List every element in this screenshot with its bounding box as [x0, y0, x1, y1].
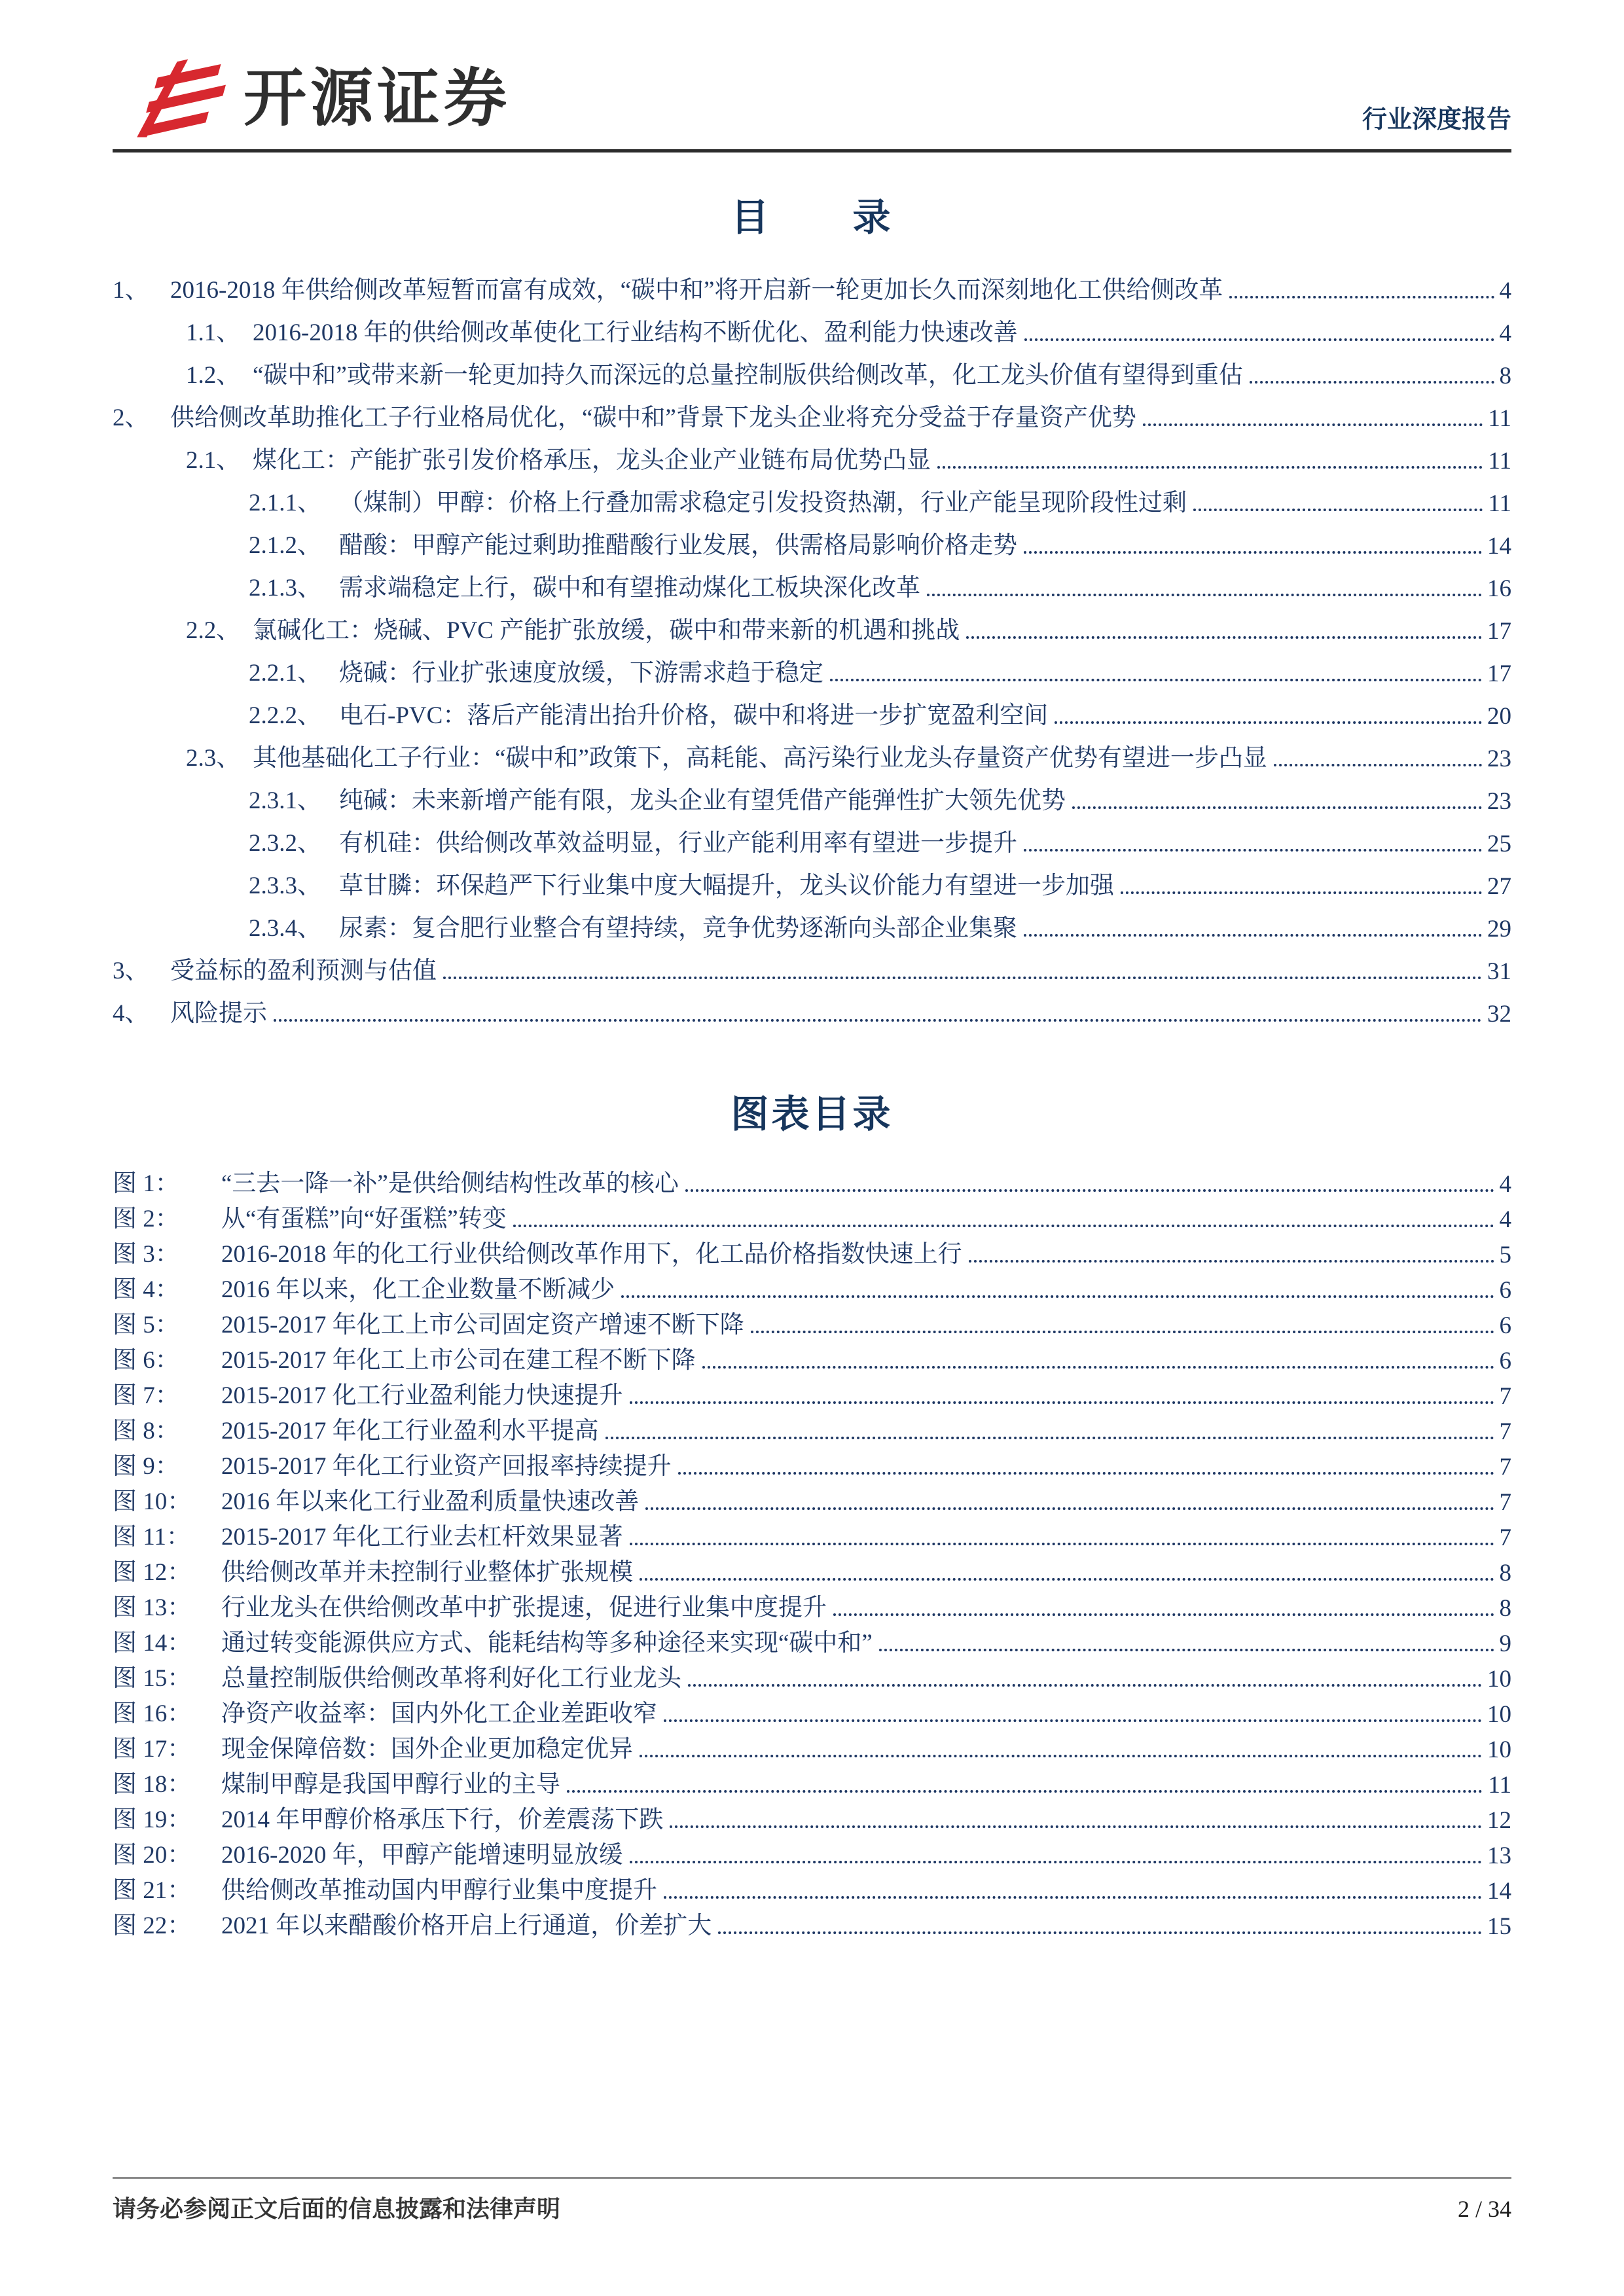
dot-leader — [513, 1225, 1494, 1227]
figure-entry-number: 图 8： — [113, 1418, 179, 1444]
toc-title: 目 录 — [731, 196, 893, 239]
toc-entry[interactable] — [113, 734, 1511, 777]
toc-entry-number: 2.1、 — [186, 447, 241, 474]
dot-leader — [567, 1790, 1483, 1793]
figure-entry-text: 供给侧改革推动国内甲醇行业集中度提升 — [221, 1877, 657, 1904]
toc-entry-page: 17 — [1487, 660, 1511, 687]
toc-entry[interactable] — [113, 351, 1511, 394]
toc-entry-number: 2、 — [113, 404, 149, 431]
dot-leader — [833, 1613, 1494, 1616]
toc-entry[interactable] — [113, 522, 1511, 564]
figure-entry-page: 12 — [1487, 1807, 1511, 1834]
toc-entry-number: 2.2.1、 — [249, 660, 321, 687]
dot-leader — [1274, 764, 1482, 766]
figure-entry-number: 图 14： — [113, 1630, 192, 1657]
dot-leader — [630, 1861, 1482, 1863]
figure-entry-text: 2015-2017 年化工行业去杠杆效果显著 — [221, 1524, 623, 1551]
figure-entry[interactable] — [113, 1342, 1511, 1378]
toc-entry-number: 2.2、 — [186, 617, 241, 644]
dot-leader — [664, 1896, 1482, 1899]
dot-leader — [1055, 721, 1482, 724]
toc-entry-page: 14 — [1487, 533, 1511, 560]
figure-entry-page: 10 — [1487, 1736, 1511, 1763]
toc-entry-number: 1、 — [113, 277, 149, 304]
dot-leader — [751, 1331, 1494, 1333]
brand-logo — [113, 58, 511, 140]
figure-entry-page: 7 — [1499, 1454, 1511, 1480]
toc-entry-text: “碳中和”或带来新一轮更加持久而深远的总量控制版供给侧改革，化工龙头价值有望得到重估 — [253, 362, 1243, 389]
toc-entry-text: 其他基础化工子行业：“碳中和”政策下，高耗能、高污染行业龙头存量资产优势有望进一步凸显 — [253, 745, 1267, 772]
figure-entry-number: 图 4： — [113, 1276, 179, 1303]
toc-entry-page: 11 — [1488, 490, 1511, 517]
figure-entry-page: 5 — [1499, 1242, 1511, 1268]
figure-entry-text: 2016 年以来，化工企业数量不断减少 — [221, 1276, 615, 1303]
figure-entry[interactable] — [113, 1590, 1511, 1625]
figure-entry-number: 图 17： — [113, 1736, 192, 1763]
figure-entry[interactable] — [113, 1484, 1511, 1519]
toc-entry-page: 32 — [1487, 1001, 1511, 1028]
toc-entry-page: 20 — [1487, 703, 1511, 730]
figure-entry[interactable] — [113, 1625, 1511, 1660]
toc-entry-text: 风险提示 — [170, 1000, 267, 1027]
toc-entry-text: 氯碱化工：烧碱、PVC 产能扩张放缓，碳中和带来新的机遇和挑战 — [253, 617, 960, 644]
dot-leader — [969, 1260, 1494, 1263]
dot-leader — [830, 679, 1482, 681]
dot-leader — [664, 1719, 1482, 1722]
toc-entry-page: 11 — [1488, 405, 1511, 432]
toc-entry-number: 2.2.2、 — [249, 702, 321, 729]
figure-entry-page: 4 — [1499, 1171, 1511, 1198]
figure-entry[interactable] — [113, 1413, 1511, 1448]
figure-entry-page: 13 — [1487, 1842, 1511, 1869]
figure-entry[interactable] — [113, 1908, 1511, 1943]
figure-entry-text: 净资产收益率：国内外化工企业差距收窄 — [221, 1700, 657, 1727]
toc-entry-text: 烧碱：行业扩张速度放缓，下游需求趋于稳定 — [339, 660, 823, 687]
figure-entry-page: 10 — [1487, 1666, 1511, 1693]
figure-entry-number: 图 2： — [113, 1206, 179, 1232]
footer-disclaimer: 请务必参阅正文后面的信息披露和法律声明 — [113, 2196, 561, 2222]
figure-entry[interactable] — [113, 1448, 1511, 1484]
dot-leader — [1072, 806, 1482, 809]
dot-leader — [1121, 891, 1482, 894]
figure-entry[interactable] — [113, 1837, 1511, 1873]
dot-leader — [966, 636, 1482, 639]
dot-leader — [1193, 509, 1483, 511]
figure-entry-text: 2014 年甲醇价格承压下行，价差震荡下跌 — [221, 1806, 664, 1833]
toc-entry[interactable] — [113, 394, 1511, 437]
toc-entry-number: 3、 — [113, 958, 149, 984]
brand-logo-icon — [113, 58, 234, 140]
dot-leader — [1143, 423, 1483, 426]
figure-entry-page: 8 — [1499, 1560, 1511, 1587]
figure-entry-number: 图 7： — [113, 1382, 179, 1409]
toc-entry[interactable] — [113, 862, 1511, 905]
toc-entry-text: 有机硅：供给侧改革效益明显，行业产能利用率有望进一步提升 — [339, 830, 1017, 857]
toc-entry[interactable] — [113, 309, 1511, 351]
toc-entry-number: 2.1.2、 — [249, 532, 321, 559]
toc-entry-text: 2016-2018 年的供给侧改革使化工行业结构不断优化、盈利能力快速改善 — [253, 319, 1018, 346]
toc-entry-text: 需求端稳定上行，碳中和有望推动煤化工板块深化改革 — [339, 575, 920, 601]
figure-entry-text: 现金保障倍数：国外企业更加稳定优异 — [221, 1736, 633, 1763]
figure-entry-text: 2016-2020 年，甲醇产能增速明显放缓 — [221, 1842, 623, 1869]
toc-entry-number: 2.1.1、 — [249, 490, 321, 516]
figure-entry-number: 图 22： — [113, 1912, 192, 1939]
toc-entry-page: 17 — [1487, 618, 1511, 645]
toc-entry-page: 27 — [1487, 873, 1511, 900]
figure-entry-number: 图 3： — [113, 1241, 179, 1268]
figure-entry[interactable] — [113, 1519, 1511, 1554]
toc-entry-page: 8 — [1499, 363, 1511, 389]
dot-leader — [937, 466, 1483, 469]
toc-entry-number: 2.3.3、 — [249, 872, 321, 899]
dot-leader — [645, 1507, 1494, 1510]
figure-entry-page: 15 — [1487, 1913, 1511, 1940]
figure-entry[interactable] — [113, 1166, 1511, 1201]
figure-entry-page: 7 — [1499, 1418, 1511, 1445]
figure-entry-number: 图 15： — [113, 1665, 192, 1692]
figure-entry[interactable] — [113, 1731, 1511, 1767]
dot-leader — [685, 1189, 1494, 1192]
toc-entry-page: 16 — [1487, 575, 1511, 602]
figure-entry-text: 2015-2017 年化工上市公司固定资产增速不断下降 — [221, 1312, 744, 1338]
page-number: 2 / 34 — [1457, 2196, 1511, 2222]
figure-entry-page: 9 — [1499, 1630, 1511, 1657]
dot-leader — [879, 1649, 1494, 1651]
brand-name: 开源证券 — [244, 63, 511, 134]
figure-entry[interactable] — [113, 1660, 1511, 1696]
toc-entry-page: 23 — [1487, 745, 1511, 772]
dot-leader — [1024, 551, 1482, 554]
dot-leader — [678, 1472, 1494, 1475]
toc-entry-page: 31 — [1487, 958, 1511, 985]
figure-entry-page: 14 — [1487, 1878, 1511, 1905]
toc-entry-page: 11 — [1488, 448, 1511, 475]
toc-entry[interactable] — [113, 990, 1511, 1032]
figure-entry[interactable] — [113, 1767, 1511, 1802]
dot-leader — [927, 594, 1482, 596]
figure-entry-number: 图 5： — [113, 1312, 179, 1338]
figure-entry-page: 8 — [1499, 1595, 1511, 1622]
toc-entry-page: 4 — [1499, 320, 1511, 347]
toc-entry-number: 1.2、 — [186, 362, 241, 389]
figure-entry-number: 图 19： — [113, 1806, 192, 1833]
figure-entry[interactable] — [113, 1272, 1511, 1307]
figure-list — [113, 1166, 1511, 1943]
toc-entry-page: 23 — [1487, 788, 1511, 815]
toc-entry[interactable] — [113, 947, 1511, 990]
figure-entry-page: 4 — [1499, 1206, 1511, 1233]
toc-list — [113, 266, 1511, 1032]
dot-leader — [670, 1825, 1482, 1828]
figure-entry-number: 图 9： — [113, 1453, 179, 1480]
dot-leader — [1250, 381, 1494, 384]
toc-entry[interactable] — [113, 479, 1511, 522]
toc-entry-text: 煤化工：产能扩张引发价格承压，龙头企业产业链布局优势凸显 — [253, 447, 931, 474]
dot-leader — [630, 1401, 1494, 1404]
dot-leader — [1024, 934, 1482, 937]
figure-entry-page: 10 — [1487, 1701, 1511, 1728]
figure-entry-text: 2021 年以来醋酸价格开启上行通道，价差扩大 — [221, 1912, 712, 1939]
toc-entry-text: 醋酸：甲醇产能过剩助推醋酸行业发展，供需格局影响价格走势 — [339, 532, 1017, 559]
figure-entry-text: 2015-2017 年化工行业资产回报率持续提升 — [221, 1453, 672, 1480]
dot-leader — [702, 1366, 1494, 1369]
toc-entry[interactable] — [113, 905, 1511, 947]
figure-entry-page: 7 — [1499, 1489, 1511, 1516]
figure-entry[interactable] — [113, 1201, 1511, 1236]
dot-leader — [630, 1543, 1494, 1545]
figure-entry-text: 煤制甲醇是我国甲醇行业的主导 — [221, 1771, 560, 1798]
dot-leader — [274, 1019, 1482, 1022]
toc-entry[interactable] — [113, 692, 1511, 734]
figure-entry[interactable] — [113, 1236, 1511, 1272]
figure-entry-number: 图 1： — [113, 1170, 179, 1197]
toc-entry-number: 2.3、 — [186, 745, 241, 772]
figure-entry[interactable] — [113, 1307, 1511, 1342]
dot-leader — [1024, 849, 1482, 852]
figure-entry-text: 2016 年以来化工行业盈利质量快速改善 — [221, 1488, 640, 1515]
figure-entry-page: 6 — [1499, 1348, 1511, 1374]
report-type-label: 行业深度报告 — [1362, 106, 1511, 134]
figures-title: 图表目录 — [731, 1093, 893, 1136]
figure-entry-number: 图 11： — [113, 1524, 190, 1551]
toc-entry[interactable] — [113, 777, 1511, 819]
dot-leader — [640, 1755, 1482, 1757]
header-divider — [113, 149, 1511, 152]
toc-entry-text: 电石-PVC：落后产能清出抬升价格，碳中和将进一步扩宽盈利空间 — [339, 702, 1049, 729]
toc-entry-number: 2.3.4、 — [249, 915, 321, 942]
toc-entry[interactable] — [113, 607, 1511, 649]
figure-entry-text: 行业龙头在供给侧改革中扩张提速，促进行业集中度提升 — [221, 1594, 827, 1621]
toc-entry-text: （煤制）甲醇：价格上行叠加需求稳定引发投资热潮，行业产能呈现阶段性过剩 — [339, 490, 1187, 516]
page-footer — [113, 2177, 1511, 2224]
figure-entry-page: 6 — [1499, 1312, 1511, 1339]
figure-entry-number: 图 21： — [113, 1877, 192, 1904]
toc-entry-page: 29 — [1487, 916, 1511, 942]
dot-leader — [718, 1931, 1482, 1934]
report-header — [113, 0, 1511, 140]
figure-entry-text: 2015-2017 年化工行业盈利水平提高 — [221, 1418, 599, 1444]
toc-entry-number: 2.3.1、 — [249, 787, 321, 814]
figure-entry[interactable] — [113, 1802, 1511, 1837]
figure-entry-text: 2015-2017 化工行业盈利能力快速提升 — [221, 1382, 623, 1409]
toc-entry[interactable] — [113, 564, 1511, 607]
figure-entry-number: 图 20： — [113, 1842, 192, 1869]
figure-entry-number: 图 13： — [113, 1594, 192, 1621]
figure-entry[interactable] — [113, 1873, 1511, 1908]
figure-entry-number: 图 16： — [113, 1700, 192, 1727]
dot-leader — [621, 1295, 1494, 1298]
figure-entry-page: 6 — [1499, 1277, 1511, 1304]
dot-leader — [605, 1437, 1494, 1439]
figure-entry-number: 图 10： — [113, 1488, 192, 1515]
toc-entry-text: 草甘膦：环保趋严下行业集中度大幅提升，龙头议价能力有望进一步加强 — [339, 872, 1114, 899]
figure-entry[interactable] — [113, 1696, 1511, 1731]
toc-entry-text: 纯碱：未来新增产能有限，龙头企业有望凭借产能弹性扩大领先优势 — [339, 787, 1066, 814]
toc-entry-text: 供给侧改革助推化工子行业格局优化，“碳中和”背景下龙头企业将充分受益于存量资产优势 — [170, 404, 1136, 431]
toc-entry[interactable] — [113, 266, 1511, 309]
toc-entry-number: 2.3.2、 — [249, 830, 321, 857]
toc-entry-text: 2016-2018 年供给侧改革短暂而富有成效，“碳中和”将开启新一轮更加长久而深刻地化工供给侧改革 — [170, 277, 1223, 304]
figure-entry-page: 7 — [1499, 1383, 1511, 1410]
toc-entry-number: 1.1、 — [186, 319, 241, 346]
figure-entry-text: 总量控制版供给侧改革将利好化工行业龙头 — [221, 1665, 681, 1692]
toc-entry-text: 尿素：复合肥行业整合有望持续，竞争优势逐渐向头部企业集聚 — [339, 915, 1017, 942]
figure-entry-text: 2015-2017 年化工上市公司在建工程不断下降 — [221, 1347, 696, 1374]
figure-entry-text: “三去一降一补”是供给侧结构性改革的核心 — [221, 1170, 679, 1197]
figure-entry[interactable] — [113, 1554, 1511, 1590]
figure-entry-number: 图 18： — [113, 1771, 192, 1798]
toc-entry-page: 25 — [1487, 831, 1511, 857]
figure-entry[interactable] — [113, 1378, 1511, 1413]
dot-leader — [688, 1684, 1482, 1687]
figure-entry-page: 7 — [1499, 1524, 1511, 1551]
figure-entry-page: 11 — [1488, 1772, 1511, 1799]
toc-entry-number: 4、 — [113, 1000, 149, 1027]
toc-entry[interactable] — [113, 437, 1511, 479]
figure-entry-text: 供给侧改革并未控制行业整体扩张规模 — [221, 1559, 633, 1586]
dot-leader — [1024, 338, 1494, 341]
dot-leader — [443, 977, 1482, 979]
toc-entry-page: 4 — [1499, 278, 1511, 304]
figure-entry-number: 图 12： — [113, 1559, 192, 1586]
dot-leader — [640, 1578, 1494, 1581]
figure-entry-text: 2016-2018 年的化工行业供给侧改革作用下，化工品价格指数快速上行 — [221, 1241, 962, 1268]
figure-entry-text: 通过转变能源供应方式、能耗结构等多种途径来实现“碳中和” — [221, 1630, 873, 1657]
toc-entry-number: 2.1.3、 — [249, 575, 321, 601]
dot-leader — [1229, 296, 1494, 298]
figure-entry-number: 图 6： — [113, 1347, 179, 1374]
toc-entry[interactable] — [113, 819, 1511, 862]
figure-entry-text: 从“有蛋糕”向“好蛋糕”转变 — [221, 1206, 507, 1232]
toc-entry[interactable] — [113, 649, 1511, 692]
toc-entry-text: 受益标的盈利预测与估值 — [170, 958, 437, 984]
